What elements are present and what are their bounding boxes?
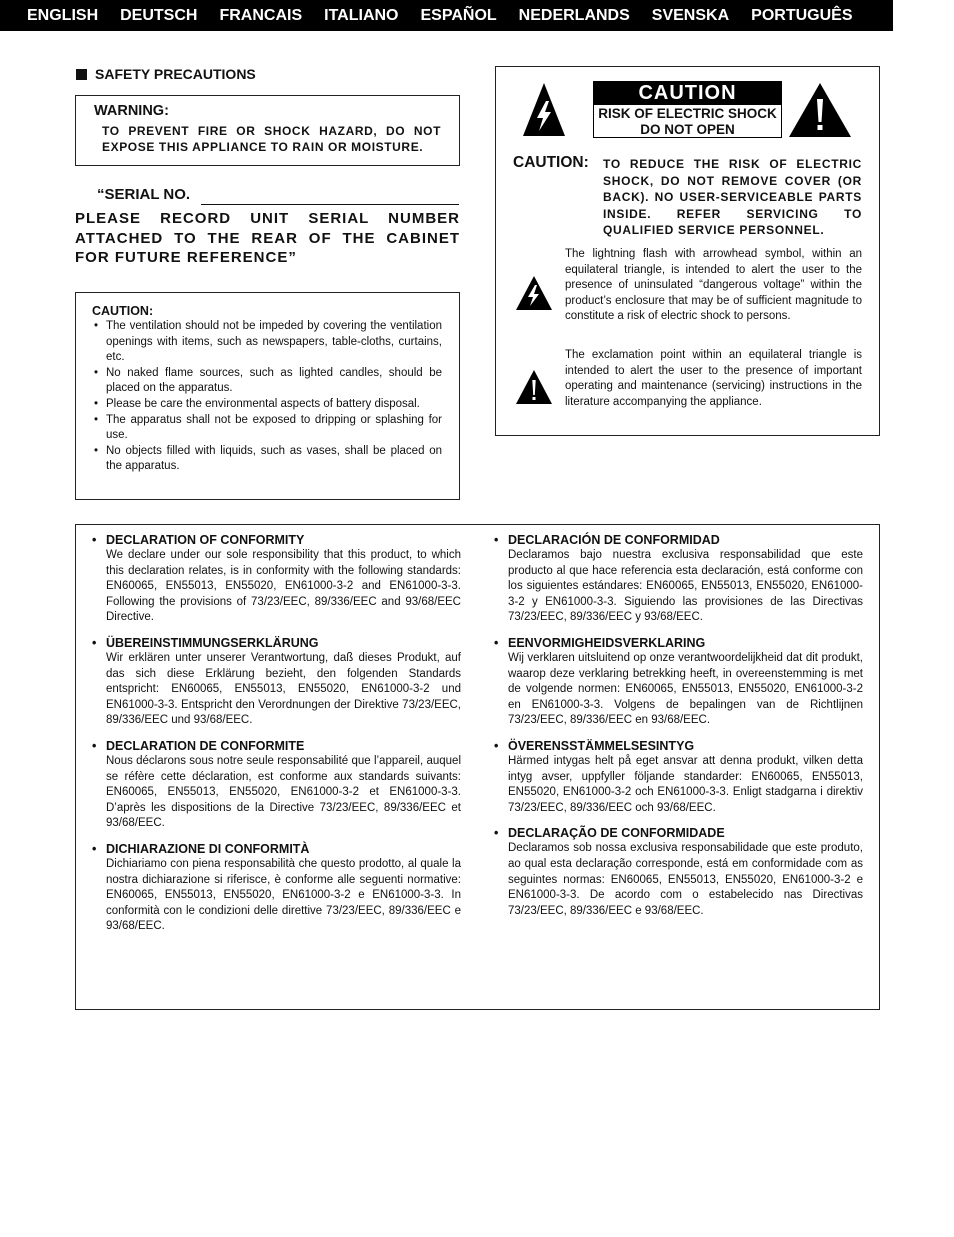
lang-svenska: SVENSKA	[651, 6, 730, 24]
safety-heading	[76, 66, 256, 82]
declaration-text: Wir erklären unter unserer Verantwortung, daß dieses Produkt, auf das sich diese Erklärung bezieht, den folgenden Standards entspricht: EN60065, EN55013, EN55020, EN61000-3-2 und EN61000-3-3. Entspricht den Verordnungen der Direktive 73/23/EEC, 89/336/EEC und 93/68/EEC.	[106, 651, 461, 727]
warning-title: WARNING:	[94, 103, 169, 119]
square-bullet-icon	[76, 69, 87, 80]
list-item: • The ventilation should not be impeded by covering the ventilation openings with items, such as newspapers, table-cloths, curtains, etc.	[92, 319, 442, 366]
serial-label: “SERIAL NO.	[97, 186, 191, 203]
declaration-text: Wij verklaren uitsluitend op onze verantwoordelijkheid dat dit produkt, waarop deze verklaring betrekking heeft, in overeenstemming is met de volgende normen: EN60065, EN55013, EN55020, EN61000-3-2 en EN61000-3-3. Volgens de bepalingen van de Richtlijnen 73/23/EEC, 89/336/EEC en 93/68/EEC.	[508, 651, 863, 727]
lightning-explanation: The lightning flash with arrowhead symbol, within an equilateral triangle, is intended to alert the user to the presence of uninsulated “dangerous voltage” within the product’s enclosure that may be of sufficient magnitude to constitute a risk of electric shock to persons.	[565, 248, 862, 323]
declaration-text: Declaramos bajo nuestra exclusiva responsabilidad que este producto al que hace referencia esta declaración, está conforme con los siguientes estándares: EN60065, EN55013, EN55020, EN61000-3-2 y EN61000-3-3. Siguiendo las provisiones de las Directivas 73/23/EEC, 89/336/EEC y 93/68/EEC.	[508, 549, 863, 624]
list-item: • The apparatus shall not be exposed to dripping or splashing for use.	[92, 413, 442, 444]
lightning-triangle-icon	[522, 81, 566, 137]
caution-panel	[495, 66, 880, 436]
declaration-title: • ÜBEREINSTIMMUNGSERKLÄRUNG	[90, 635, 461, 651]
small-exclamation-triangle-icon	[515, 369, 553, 405]
list-item: • No objects filled with liquids, such as vases, shall be placed on the apparatus.	[92, 444, 442, 475]
lang-nederlands: NEDERLANDS	[518, 6, 630, 24]
warning-text: TO PREVENT FIRE OR SHOCK HAZARD, DO NOT EXPOSE THIS APPLIANCE TO RAIN OR MOISTURE.	[102, 124, 441, 154]
lang-deutsch: DEUTSCH	[120, 6, 198, 24]
declaration-text: Dichiariamo con piena responsabilità che questo prodotto, al quale la nostra dichiarazione si riferisce, è conforme alle seguenti normative: EN60065, EN55013, EN55020, EN61000-3-2 e EN61000-3-3. In conformità con le condizioni delle direttive 73/23/EEC, 89/336/EEC e 93/68/EEC.	[106, 857, 461, 933]
exclamation-triangle-icon	[788, 81, 852, 139]
declaration-title: • DECLARATION OF CONFORMITY	[90, 532, 461, 548]
caution-label	[593, 81, 782, 138]
declaration-title: • DECLARACIÓN DE CONFORMIDAD	[492, 532, 863, 548]
safety-heading-text: SAFETY PRECAUTIONS	[95, 66, 256, 82]
warning-box	[75, 95, 460, 166]
panel-caution-text: TO REDUCE THE RISK OF ELECTRIC SHOCK, DO NOT REMOVE COVER (OR BACK). NO USER-SERVICEABLE PARTS INSIDE. REFER SERVICING TO QUALIFIED SERVICE PERSONNEL.	[603, 157, 862, 238]
panel-caution-title: CAUTION:	[513, 154, 589, 171]
declaration-title: • DICHIARAZIONE DI CONFORMITÀ	[90, 841, 461, 857]
declarations-left-column	[90, 532, 461, 942]
lang-francais: FRANCAIS	[219, 6, 303, 24]
list-item: • Please be care the environmental aspects of battery disposal.	[92, 397, 442, 413]
declaration-title: • DECLARATION DE CONFORMITE	[90, 738, 461, 754]
declaration-title: • EENVORMIGHEIDSVERKLARING	[492, 635, 863, 651]
caution-label-title: CAUTION	[594, 82, 781, 105]
caution-label-line1: RISK OF ELECTRIC SHOCK	[598, 106, 777, 121]
declaration-title: • ÖVERENSSTÄMMELSESINTYG	[492, 738, 863, 754]
lang-italiano: ITALIANO	[324, 6, 399, 24]
list-item: • No naked flame sources, such as lighted candles, should be placed on the apparatus.	[92, 366, 442, 397]
language-bar	[0, 0, 893, 31]
declaration-text: We declare under our sole responsibility that this product, to which this declaration relates, is in conformity with the following standards: EN60065, EN55013, EN55020, EN61000-3-2 and EN61000-3-3. Following the provisions of 73/23/EEC, 89/336/EEC and 93/68/EEC Directive.	[106, 549, 461, 624]
serial-note: PLEASE RECORD UNIT SERIAL NUMBER ATTACHED TO THE REAR OF THE CABINET FOR FUTURE REFERENCE”	[75, 210, 460, 266]
declaration-title: • DECLARAÇÃO DE CONFORMIDADE	[492, 825, 863, 841]
declaration-text: Nous déclarons sous notre seule responsabilité que l’appareil, auquel se réfère cette déclaration, est conforme aux standards suivants: EN60065, EN55013, EN55020, EN61000-3-2 et EN61000-3-3. D’après les dispositions de la Directive 73/23/EEC, 89/336/EEC et 93/68/EEC.	[106, 754, 461, 830]
declaration-text: Declaramos sob nossa exclusiva responsabilidade que este produto, ao qual esta declaração corresponde, está em conformidade com as seguintes normas: EN60065, EN55013, EN55020, EN61000-3-2 e EN61000-3-3. De acordo com o estabelecido nas Directivas 73/23/EEC, 89/336/EEC e 93/68/EEC.	[508, 842, 863, 917]
declarations-right-column	[492, 532, 863, 926]
exclamation-explanation: The exclamation point within an equilateral triangle is intended to alert the user to the presence of important operating and maintenance (servicing) instructions in the literature accompanying the appliance.	[565, 349, 862, 408]
declaration-text: Härmed intygas helt på eget ansvar att denna produkt, vilken detta intyg avser, uppfyller följande standarder: EN60065, EN55013, EN55020, EN61000-3-2 och EN61000-3-3. Enligt stadgarna i direktiv 73/23/EEC, 89/336/EEC och 93/68/EEC.	[508, 754, 863, 814]
lang-espanol: ESPAÑOL	[420, 6, 497, 24]
serial-line	[201, 204, 459, 205]
declarations-box	[75, 524, 880, 1010]
caution-label-line2: DO NOT OPEN	[640, 122, 735, 137]
caution-box-title: CAUTION:	[92, 304, 154, 318]
caution-list	[92, 319, 442, 475]
lang-english: ENGLISH	[27, 6, 99, 24]
caution-box	[75, 292, 460, 500]
lang-portugues: PORTUGUÊS	[751, 6, 853, 24]
small-lightning-triangle-icon	[515, 275, 553, 311]
